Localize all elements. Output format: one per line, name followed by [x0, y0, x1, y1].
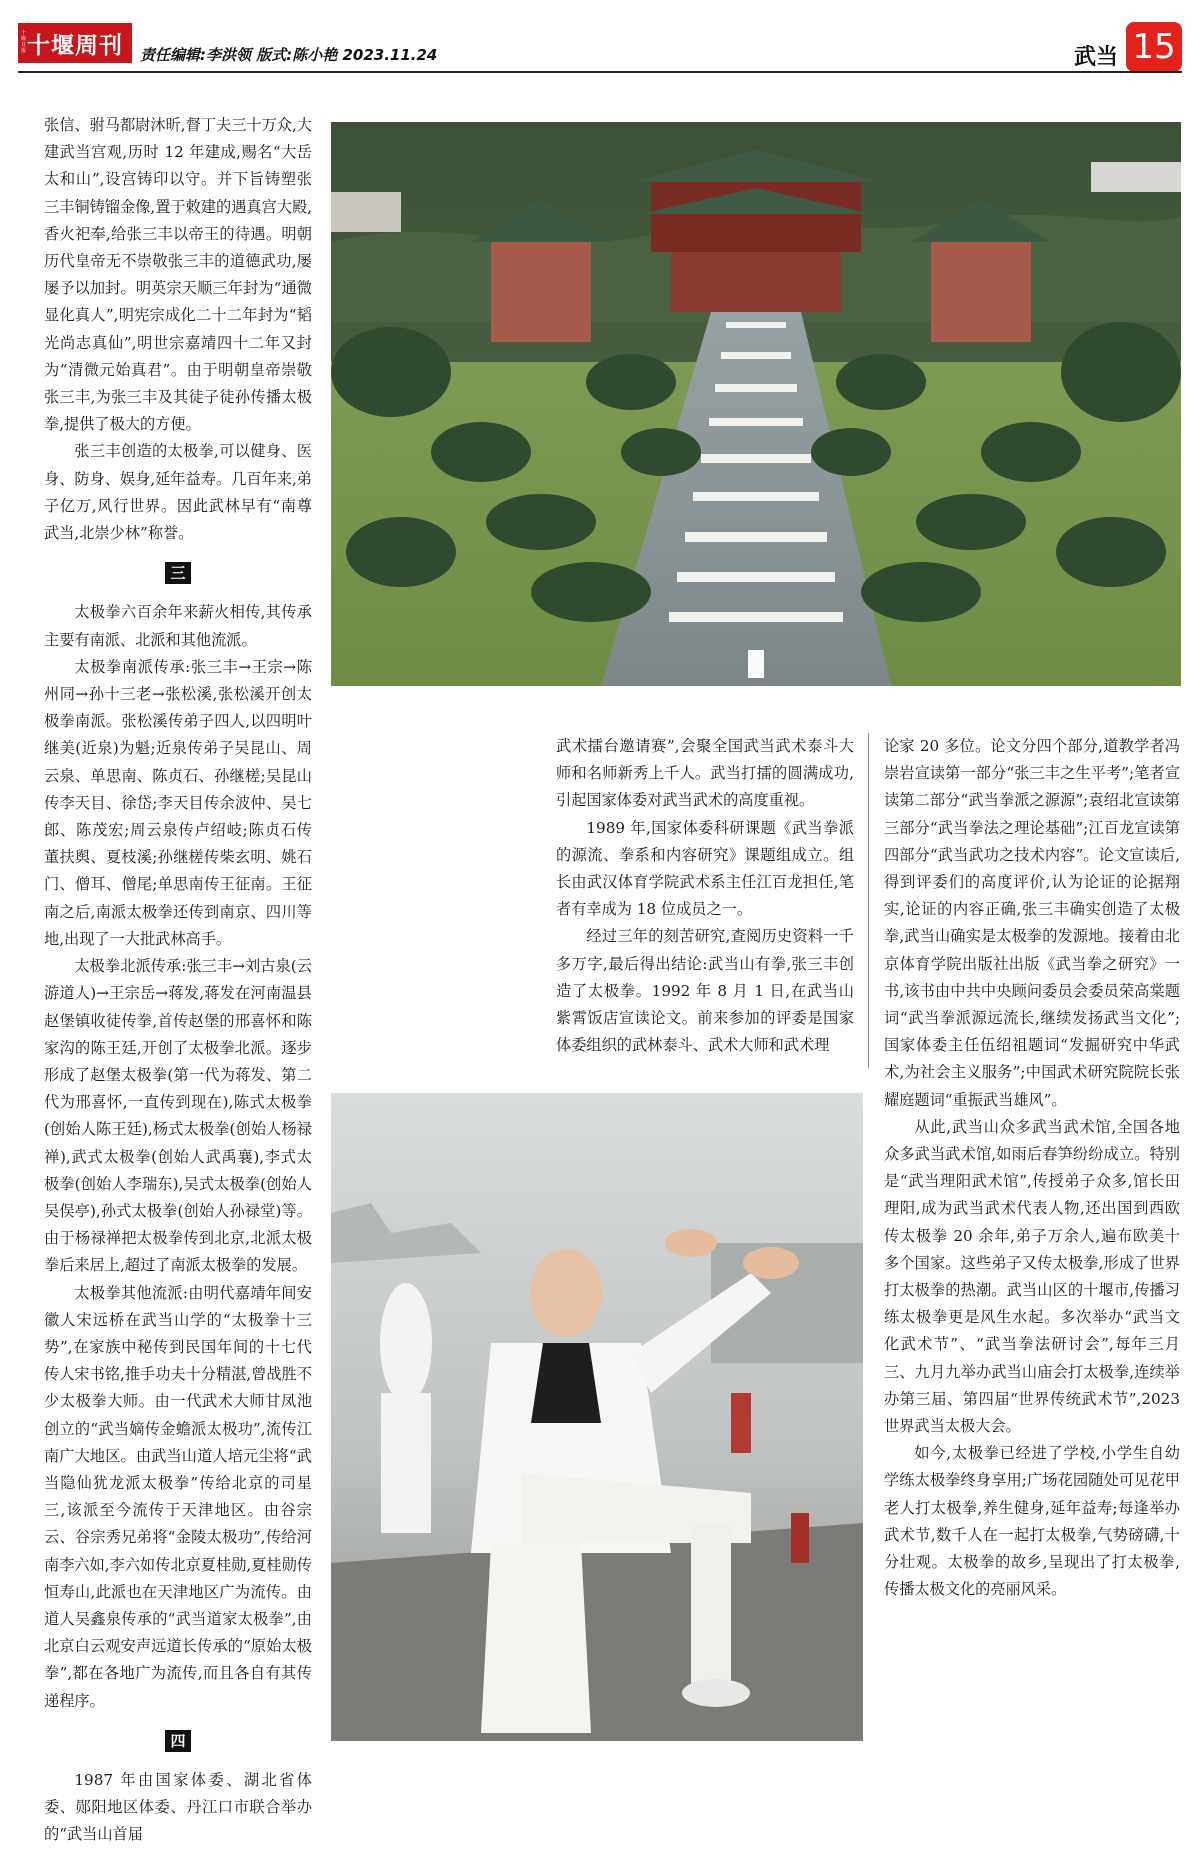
paragraph: 经过三年的刻苦研究,查阅历史资料一千多万字,最后得出结论:武当山有拳,张三丰创造了太极拳。1992 年 8 月 1 日,在武当山紫霄饭店宣读论文。前来参加的评委是国家体委组织的武林泰斗、武术大师和武术理	[556, 927, 854, 1055]
paragraph: 张信、驸马都尉沐昕,督丁夫三十万众,大建武当宫观,历时 12 年建成,赐名“大岳太和山”,设宫铸印以守。并下旨铸塑张三丰铜铸镏金像,置于敕建的遇真宫大殿,香火祀奉,给张三丰以帝王的待遇。明朝历代皇帝无不崇敬张三丰的道德武功,屡屡予以加封。明英宗天顺三年封为“通微显化真人”,明宪宗成化二十二年封为“韬光尚志真仙”,明世宗嘉靖四十二年又封为“清微元始真君”。由于明朝皇帝崇敬张三丰,为张三丰及其徒子徒孙传播太极拳,提供了极大的方便。	[44, 116, 312, 434]
page-header	[0, 0, 1200, 76]
paragraph: 1989 年,国家体委科研课题《武当拳派的源流、拳系和内容研究》课题组成立。组长由武汉体育学院武术系主任江百龙担任,笔者有幸成为 18 位成员之一。	[556, 818, 854, 919]
section-heading-4	[44, 1728, 312, 1755]
article-column-2	[556, 733, 854, 1059]
paragraph: 太极拳北派传承:张三丰→刘古泉(云游道人)→王宗岳→蒋发,蒋发在河南温县赵堡镇收徒传拳,首传赵堡的邢喜怀和陈家沟的陈王廷,开创了太极拳北派。逐步形成了赵堡太极拳(第一代为蒋发、第二代为邢喜怀,一直传到现在),陈式太极拳(创始人陈王廷),杨式太极拳(创始人杨禄禅),武式太极拳(创始人武禹襄),李式太极拳(创始人李瑞东),吴式太极拳(创始人吴俣亭),孙式太极拳(创始人孙禄堂)等。由于杨禄禅把太极拳传到北京,北派太极拳后来居上,超过了南派太极拳的发展。	[44, 957, 312, 1275]
column-divider	[868, 733, 869, 1068]
tai-chi-practitioner-photo	[331, 1093, 863, 1741]
tai-chi-practitioner-image	[331, 1093, 863, 1741]
paragraph: 论家 20 多位。论文分四个部分,道教学者冯崇岩宣读第一部分“张三丰之生平考”;笔者宣读第二部分“武当拳派之源源”;袁绍北宣读第三部分“武当拳法之理论基础”;江百龙宣读第四部分“武当武功之技术内容”。论文宣读后,得到评委们的高度评价,认为论证的论据翔实,论证的内容正确,张三丰确实创造了太极拳,武当山确实是太极拳的发源地。接着由北京体育学院出版社出版《武当拳之研究》一书,该书由中共中央顾问委员会委员荣高棠题词“武当拳派源远流长,继续发扬武当文化”;国家体委主任伍绍祖题词“发掘研究中华武术,为社会主义服务”;中国武术研究院院长张耀庭题词“重振武当雄风”。	[884, 737, 1180, 1109]
paragraph: 从此,武当山众多武当武术馆,全国各地众多武当武术馆,如雨后春笋纷纷成立。特别是“武当理阳武术馆”,传授弟子众多,馆长田理阳,成为武当武术代表人物,还出国到西欧传太极拳 20 余年,弟子万余人,遍布欧美十多个国家。这些弟子又传太极拳,形成了世界打太极拳的热潮。武当山区的十堰市,传播习练太极拳更是风生水起。多次举办“武当文化武术节”、“武当拳法研讨会”,每年三月三、九月九举办武当山庙会打太极拳,连续举办第三届、第四届“世界传统武术节”,2023 世界武当太极大会。	[884, 1117, 1180, 1436]
paragraph: 武术擂台邀请赛”,会聚全国武当武术泰斗大师和名师新秀上千人。武当打擂的圆满成功,引起国家体委对武当武术的高度重视。	[556, 737, 854, 810]
paragraph: 太极拳其他流派:由明代嘉靖年间安徽人宋远桥在武当山学的“太极拳十三势”,在家族中秘传到民国年间的十七代传人宋书铭,推手功夫十分精湛,曾战胜不少太极拳大师。由一代武术大师甘凤池创立的“武当嫡传金蟾派太极功”,流传江南广大地区。由武当山道人培元尘将“武当隐仙犹龙派太极拳”传给北京的司星三,该派至今流传于天津地区。由谷宗云、谷宗秀兄弟将“金陵太极功”,传给河南李六如,李六如传北京夏桂勋,夏桂勋传恒寿山,此派也在天津地区广为流传。由道人吴鑫泉传承的“武当道家太极拳”,由北京白云观安声远道长传承的“原始太极拳”,都在各地广为流传,而且各自有其传递程序。	[44, 1283, 312, 1710]
article-column-1	[44, 112, 312, 1849]
paragraph: 如今,太极拳已经进了学校,小学生自幼学练太极拳终身享用;广场花园随处可见花甲老人打太极拳,养生健身,延年益寿;每逢举办武术节,数千人在一起打太极拳,气势磅礴,十分壮观。太极拳的故乡,呈现出了打太极拳,传播太极文化的亮丽风采。	[884, 1444, 1180, 1599]
section-heading-3	[44, 560, 312, 587]
masthead-title: 十堰周刊	[27, 31, 123, 59]
article-column-3	[884, 733, 1180, 1604]
paragraph: 太极拳六百余年来薪火相传,其传承主要有南派、北派和其他流派。	[44, 603, 312, 649]
editor-credits: 责任编辑:李洪领 版式:陈小艳 2023.11.24	[140, 46, 438, 64]
paragraph: 太极拳南派传承:张三丰→王宗→陈州同→孙十三老→张松溪,张松溪开创太极拳南派。张松溪传弟子四人,以四明叶继美(近泉)为魁;近泉传弟子吴昆山、周云泉、单思南、陈贞石、孙继槎;吴昆山传李天目、徐岱;李天目传余波仲、吴七郎、陈茂宏;周云泉传卢绍岐;陈贞石传董扶舆、夏枝溪;孙继槎传柴玄明、姚石门、僧耳、僧尾;单思南传王征南。王征南之后,南派太极拳还传到南京、四川等地,出现了一大批武林高手。	[44, 657, 312, 948]
section-heading-label: 三	[165, 562, 190, 584]
section-name: 武当	[1073, 45, 1118, 70]
section-heading-label: 四	[165, 1730, 190, 1752]
page-number-badge: 15	[1126, 22, 1182, 72]
masthead-mini-label: 十堰日报	[21, 30, 28, 54]
header-divider	[18, 71, 1182, 73]
masthead-logo	[18, 23, 132, 63]
temple-courtyard-image	[331, 122, 1181, 686]
paragraph: 张三丰创造的太极拳,可以健身、医身、防身、娱身,延年益寿。几百年来,弟子亿万,风行世界。因此武林早有“南尊武当,北崇少林”称誉。	[44, 442, 312, 543]
temple-courtyard-photo	[331, 122, 1181, 686]
paragraph: 1987 年由国家体委、湖北省体委、郧阳地区体委、丹江口市联合举办的“武当山首届	[44, 1770, 312, 1844]
